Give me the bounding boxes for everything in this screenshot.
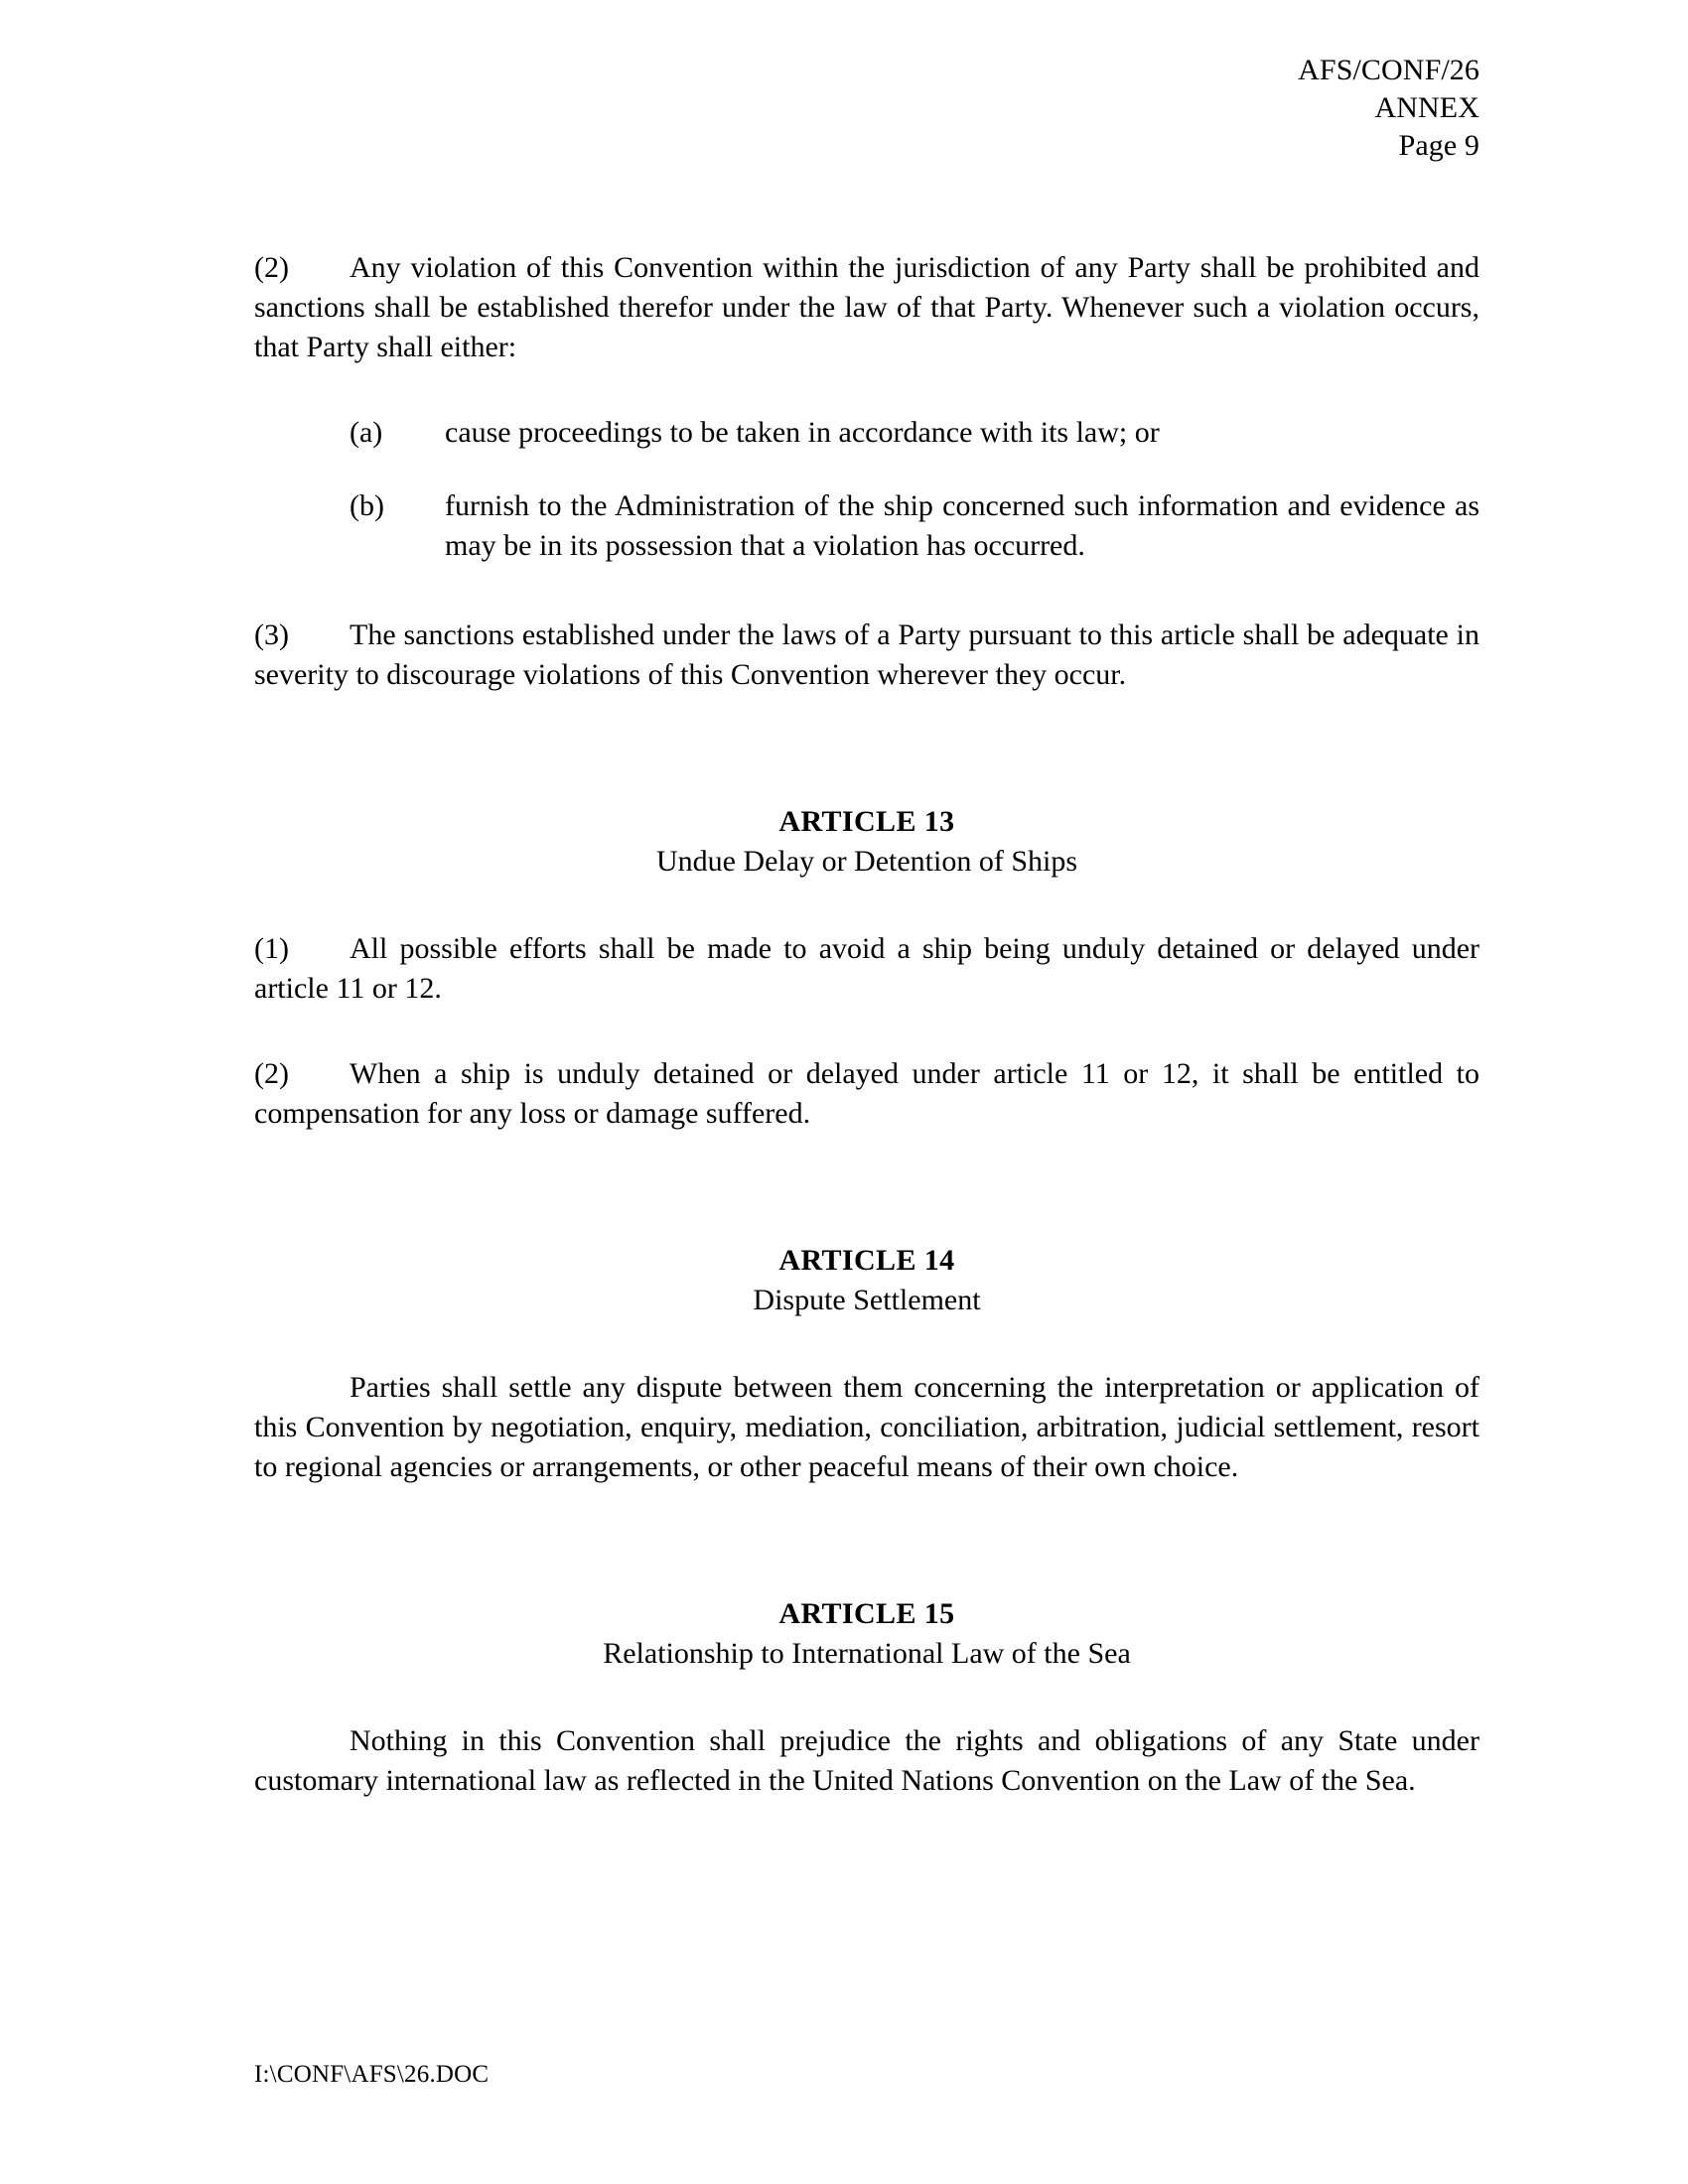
article-13-subtitle: Undue Delay or Detention of Ships — [655, 845, 1078, 878]
paragraph-text-article12-2: Any violation of this Convention within the jurisdiction of any Party shall be prohibited and sanctions shall be established therefor under the law of that Party. Whenever such a violation occurs, that Party shall either: — [254, 251, 1479, 363]
paragraph-marker-2: (2) — [254, 251, 289, 284]
article-13-title: ARTICLE 13 — [778, 805, 955, 838]
subitem-text-a: cause proceedings to be taken in accordance with its law; or — [445, 416, 1160, 449]
paragraph-text-article13-2: When a ship is unduly detained or delayed under article 11 or 12, it shall be entitled to compensation for any loss or damage suffered. — [254, 1057, 1479, 1130]
article-15-title: ARTICLE 15 — [778, 1597, 955, 1630]
header-document-symbol: AFS/CONF/26 — [1298, 54, 1479, 86]
paragraph-article15-1: Nothing in this Convention shall prejudice the rights and obligations of any State under customary international law as reflected in the United Nations Convention on the Law of the Sea. — [254, 1724, 1479, 1797]
heading-article-15 — [254, 1594, 1479, 1674]
subitem-b — [254, 486, 1479, 566]
heading-article-14 — [254, 1241, 1479, 1320]
spacer — [254, 397, 1479, 413]
article-14-title: ARTICLE 14 — [778, 1244, 955, 1277]
paragraph-article13-1 — [254, 929, 1479, 1009]
header-page-number: Page 9 — [1398, 129, 1479, 162]
paragraph-text-article13-1: All possible efforts shall be made to avoid a ship being unduly detained or delayed under article 11 or 12. — [254, 932, 1479, 1005]
spacer — [254, 882, 1479, 929]
spacer — [254, 1674, 1479, 1721]
paragraph-article12-2 — [254, 248, 1479, 367]
paragraph-article12-3 — [254, 615, 1479, 695]
spacer — [254, 1517, 1479, 1594]
subitem-a — [254, 413, 1479, 453]
subitem-text-b: furnish to the Administration of the ship concerned such information and evidence as may be in its possession that a violation has occurred. — [445, 489, 1479, 562]
paragraph-article14-1: Parties shall settle any dispute between them concerning the interpretation or application of this Convention by negotiation, enquiry, mediation, conciliation, arbitration, judicial settlement, resort to regional agencies or arrangements, or other peaceful means of their own choice. — [254, 1371, 1479, 1483]
paragraph-marker-1: (1) — [254, 932, 289, 965]
spacer — [254, 1163, 1479, 1241]
spacer — [254, 1320, 1479, 1368]
subitem-marker-a: (a) — [350, 416, 383, 449]
footer-file-path: I:\CONF\AFS\26.DOC — [254, 2061, 490, 2088]
article-15-subtitle: Relationship to International Law of the Sea — [603, 1637, 1131, 1670]
heading-article-13 — [254, 802, 1479, 882]
paragraph-article13-2 — [254, 1054, 1479, 1134]
article-14-subtitle: Dispute Settlement — [753, 1284, 981, 1316]
document-header — [254, 52, 1479, 165]
header-annex-label: ANNEX — [1374, 91, 1479, 124]
document-body — [254, 248, 1479, 1831]
spacer — [254, 600, 1479, 615]
paragraph-marker-2b: (2) — [254, 1057, 289, 1090]
subitem-marker-b: (b) — [350, 489, 384, 522]
paragraph-marker-3: (3) — [254, 618, 289, 651]
spacer — [254, 725, 1479, 802]
spacer — [254, 1038, 1479, 1054]
paragraph-text-article12-3: The sanctions established under the laws of a Party pursuant to this article shall be adequate in severity to discourage violations of this Convention wherever they occur. — [254, 618, 1479, 691]
